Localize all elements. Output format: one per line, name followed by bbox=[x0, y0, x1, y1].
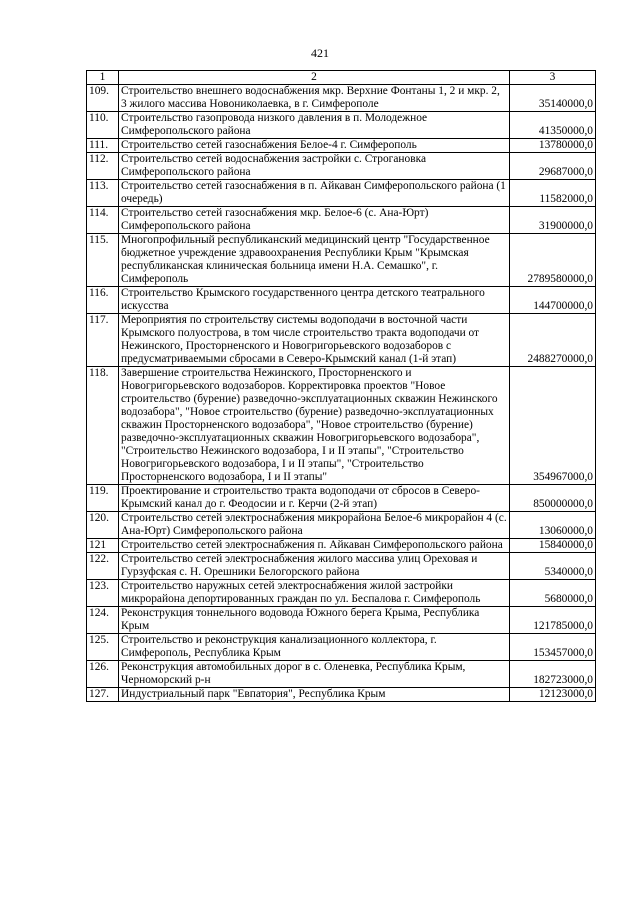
row-number: 114. bbox=[87, 207, 119, 234]
table-row bbox=[87, 85, 596, 112]
row-description: Реконструкция автомобильных дорог в с. Оленевка, Республика Крым, Черноморский р-н bbox=[119, 661, 510, 688]
row-number: 120. bbox=[87, 512, 119, 539]
row-description: Индустриальный парк "Евпатория", Республика Крым bbox=[119, 688, 510, 702]
row-description: Многопрофильный республиканский медицинский центр "Государственное бюджетное учреждение здравоохранения Республики Крым "Крымская республиканская клиническая больница имени Н.А. Семашко", г. Симферополь bbox=[119, 234, 510, 287]
row-amount: 13780000,0 bbox=[510, 139, 596, 153]
row-number: 121 bbox=[87, 539, 119, 553]
table-row bbox=[87, 112, 596, 139]
row-description: Строительство наружных сетей электроснабжения жилой застройки микрорайона депортированных граждан по ул. Беспалова г. Симферополь bbox=[119, 580, 510, 607]
row-number: 109. bbox=[87, 85, 119, 112]
header-col-3: 3 bbox=[510, 71, 596, 85]
table-header-row bbox=[87, 71, 596, 85]
row-description: Строительство внешнего водоснабжения мкр. Верхние Фонтаны 1, 2 и мкр. 2, 3 жилого массива Новониколаевка, в г. Симферополе bbox=[119, 85, 510, 112]
row-number: 125. bbox=[87, 634, 119, 661]
row-amount: 144700000,0 bbox=[510, 287, 596, 314]
row-description: Строительство сетей газоснабжения в п. Айкаван Симферопольского района (1 очередь) bbox=[119, 180, 510, 207]
table-row bbox=[87, 367, 596, 485]
table-row bbox=[87, 512, 596, 539]
row-number: 112. bbox=[87, 153, 119, 180]
row-number: 111. bbox=[87, 139, 119, 153]
table-row bbox=[87, 485, 596, 512]
row-number: 113. bbox=[87, 180, 119, 207]
row-description: Строительство сетей электроснабжения жилого массива улиц Ореховая и Гурзуфская с. Н. Орешники Белогорского района bbox=[119, 553, 510, 580]
row-amount: 15840000,0 bbox=[510, 539, 596, 553]
row-description: Проектирование и строительство тракта водоподачи от сбросов в Северо-Крымский канал до г. Феодосии и г. Керчи (2-й этап) bbox=[119, 485, 510, 512]
table-row bbox=[87, 207, 596, 234]
header-col-2: 2 bbox=[119, 71, 510, 85]
table-row bbox=[87, 314, 596, 367]
row-number: 126. bbox=[87, 661, 119, 688]
table-row bbox=[87, 139, 596, 153]
row-number: 115. bbox=[87, 234, 119, 287]
row-amount: 11582000,0 bbox=[510, 180, 596, 207]
row-amount: 354967000,0 bbox=[510, 367, 596, 485]
table-row bbox=[87, 580, 596, 607]
table-row bbox=[87, 539, 596, 553]
row-description: Мероприятия по строительству системы водоподачи в восточной части Крымского полуострова, в том числе строительство тракта водоподачи от Нежинского, Просторненского и Новогригорьевского водозаборов с предусматриваемыми сбросами в Северо-Крымский канал (1-й этап) bbox=[119, 314, 510, 367]
header-col-1: 1 bbox=[87, 71, 119, 85]
row-amount: 153457000,0 bbox=[510, 634, 596, 661]
table-row bbox=[87, 607, 596, 634]
row-number: 122. bbox=[87, 553, 119, 580]
row-amount: 13060000,0 bbox=[510, 512, 596, 539]
row-description: Строительство сетей газоснабжения мкр. Белое-6 (с. Ана-Юрт) Симферопольского района bbox=[119, 207, 510, 234]
row-description: Строительство Крымского государственного центра детского театрального искусства bbox=[119, 287, 510, 314]
row-amount: 35140000,0 bbox=[510, 85, 596, 112]
row-amount: 2789580000,0 bbox=[510, 234, 596, 287]
row-number: 117. bbox=[87, 314, 119, 367]
table-row bbox=[87, 553, 596, 580]
row-description: Строительство сетей электроснабжения п. Айкаван Симферопольского района bbox=[119, 539, 510, 553]
page-number: 421 bbox=[311, 46, 329, 60]
table-row bbox=[87, 287, 596, 314]
table-body bbox=[87, 71, 596, 702]
row-description: Завершение строительства Нежинского, Просторненского и Новогригорьевского водозаборов. Корректировка проектов "Новое строительство (бурение) разведочно-эксплуатационных скважин Нежинского водозабора", "Новое строительство (бурение) разведочно-эксплуатационных скважин Просторненского водозабора", "Новое строительство (бурение) разведочно-эксплуатационных скважин Новогригорьевского водозабора", "Строительство Нежинского водозабора, I и II этапы", "Строительство Новогригорьевского водозабора, I и II этапы", "Строительство Просторненского водозабора, I и II этапы" bbox=[119, 367, 510, 485]
table-row bbox=[87, 180, 596, 207]
row-amount: 182723000,0 bbox=[510, 661, 596, 688]
row-number: 118. bbox=[87, 367, 119, 485]
row-description: Строительство сетей электроснабжения микрорайона Белое-6 микрорайон 4 (с. Ана-Юрт) Симферопольского района bbox=[119, 512, 510, 539]
row-description: Реконструкция тоннельного водовода Южного берега Крыма, Республика Крым bbox=[119, 607, 510, 634]
row-amount: 29687000,0 bbox=[510, 153, 596, 180]
table-row bbox=[87, 634, 596, 661]
row-amount: 850000000,0 bbox=[510, 485, 596, 512]
row-amount: 12123000,0 bbox=[510, 688, 596, 702]
row-description: Строительство сетей водоснабжения застройки с. Строгановка Симферопольского района bbox=[119, 153, 510, 180]
row-number: 124. bbox=[87, 607, 119, 634]
row-description: Строительство газопровода низкого давления в п. Молодежное Симферопольского района bbox=[119, 112, 510, 139]
row-amount: 2488270000,0 bbox=[510, 314, 596, 367]
row-number: 123. bbox=[87, 580, 119, 607]
row-number: 127. bbox=[87, 688, 119, 702]
table-row bbox=[87, 153, 596, 180]
row-description: Строительство сетей газоснабжения Белое-4 г. Симферополь bbox=[119, 139, 510, 153]
row-amount: 5680000,0 bbox=[510, 580, 596, 607]
row-number: 119. bbox=[87, 485, 119, 512]
row-description: Строительство и реконструкция канализационного коллектора, г. Симферополь, Республика Крым bbox=[119, 634, 510, 661]
row-number: 116. bbox=[87, 287, 119, 314]
row-number: 110. bbox=[87, 112, 119, 139]
table-row bbox=[87, 688, 596, 702]
table-row bbox=[87, 234, 596, 287]
row-amount: 121785000,0 bbox=[510, 607, 596, 634]
budget-table bbox=[86, 70, 596, 702]
row-amount: 31900000,0 bbox=[510, 207, 596, 234]
table-row bbox=[87, 661, 596, 688]
row-amount: 5340000,0 bbox=[510, 553, 596, 580]
row-amount: 41350000,0 bbox=[510, 112, 596, 139]
